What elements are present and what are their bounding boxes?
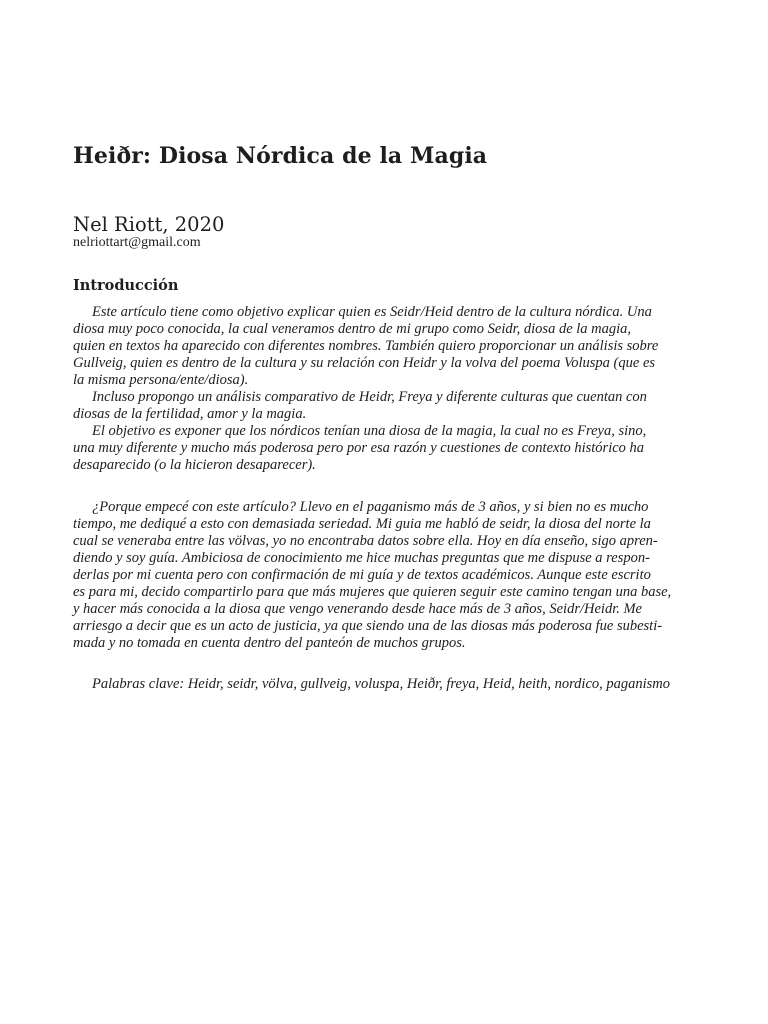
body-line: diosas de la fertilidad, amor y la magia. xyxy=(73,406,307,422)
paper-title: Heiðr: Diosa Nórdica de la Magia xyxy=(73,143,488,169)
body-line: derlas por mi cuenta pero con confirmación de mi guía y de textos académicos. Aunque este escrito xyxy=(73,567,651,583)
body-line: es para mi, decido compartirlo para que más mujeres que quieren seguir este camino tengan una base, xyxy=(73,584,672,600)
body-line: desaparecido (o la hicieron desaparecer). xyxy=(73,457,316,473)
body-line: diendo y soy guía. Ambiciosa de conocimiento me hice muchas preguntas que me dispuse a respon- xyxy=(73,550,650,566)
body-line: mada y no tomada en cuenta dentro del panteón de muchos grupos. xyxy=(73,635,466,651)
body-line: Este artículo tiene como objetivo explicar quien es Seidr/Heid dentro de la cultura nórdica. Una xyxy=(92,304,652,320)
body-line: arriesgo a decir que es un acto de justicia, ya que siendo una de las diosas más poderosa fue subesti- xyxy=(73,618,663,634)
keywords-line: Palabras clave: Heidr, seidr, völva, gullveig, voluspa, Heiðr, freya, Heid, heith, nordico, paganismo xyxy=(92,676,671,692)
body-line: diosa muy poco conocida, la cual veneramos dentro de mi grupo como Seidr, diosa de la magia, xyxy=(73,321,632,337)
body-line: una muy diferente y mucho más poderosa pero por esa razón y cuestiones de contexto histórico ha xyxy=(73,440,645,456)
body-line: El objetivo es exponer que los nórdicos tenían una diosa de la magia, la cual no es Freya, sino, xyxy=(92,423,647,439)
introduction-paragraphs-2 xyxy=(73,499,723,652)
body-line: tiempo, me dediqué a esto con demasiada seriedad. Mi guia me habló de seidr, la diosa del norte la xyxy=(73,516,651,532)
body-line: y hacer más conocida a la diosa que vengo venerando desde hace más de 3 años, Seidr/Heidr. Me xyxy=(73,601,642,617)
body-line: Incluso propongo un análisis comparativo de Heidr, Freya y diferente culturas que cuentan con xyxy=(92,389,647,405)
body-line: quien en textos ha aparecido con diferentes nombres. También quiero proporcionar un análisis sobre xyxy=(73,338,659,354)
body-line: cual se veneraba entre las völvas, yo no encontraba datos sobre ella. Hoy en día enseño, sigo apren- xyxy=(73,533,658,549)
section-heading-introduction: Introducción xyxy=(73,277,179,294)
keywords-block xyxy=(73,676,723,693)
introduction-paragraphs-1 xyxy=(73,304,723,474)
body-line: Gullveig, quien es dentro de la cultura y su relación con Heidr y la volva del poema Voluspa (que es xyxy=(73,355,656,371)
body-line: ¿Porque empecé con este artículo? Llevo en el paganismo más de 3 años, y si bien no es mucho xyxy=(92,499,649,515)
body-line: la misma persona/ente/diosa). xyxy=(73,372,249,388)
author-email: nelriottart@gmail.com xyxy=(73,235,201,250)
author-line: Nel Riott, 2020 xyxy=(73,213,225,236)
